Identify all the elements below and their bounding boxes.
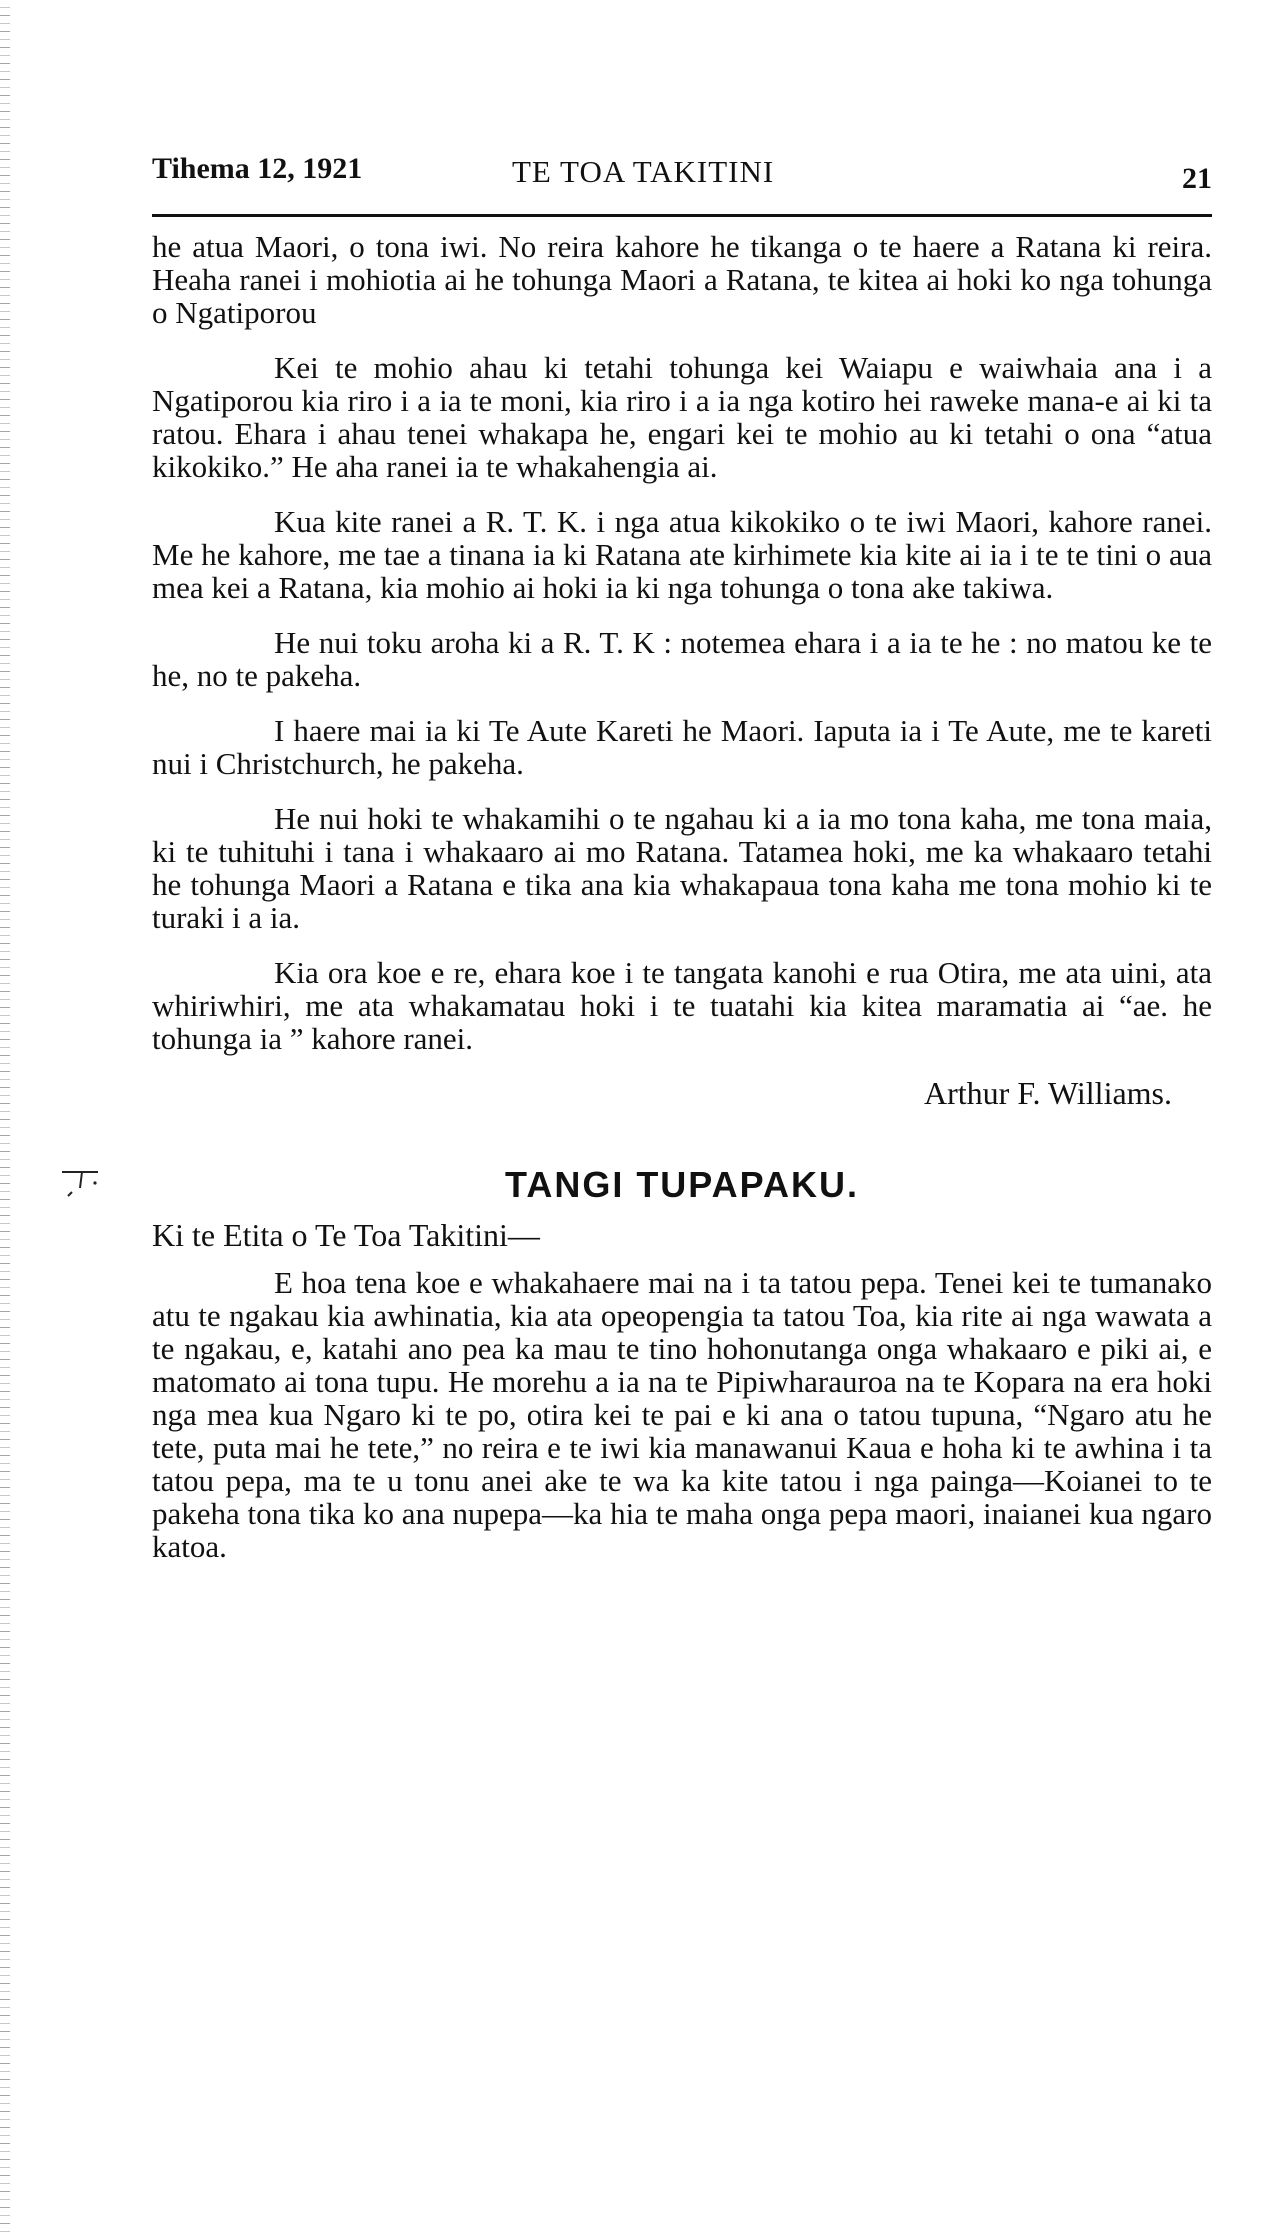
letter-salutation: Ki te Etita o Te Toa Takitini— — [152, 1217, 540, 1253]
publication-title: TE TOA TAKITINI — [512, 154, 775, 189]
margin-mark-icon — [62, 1166, 100, 1200]
paragraph: He nui hoki te whakamihi o te ngahau ki a ia mo tona kaha, me tona maia, ki te tuhituhi i tana i whakaaro ai mo Ratana. Tatamea hoki, me ka whakaaro tetahi he tohunga Maori a Ratana e tika ana kia whakapaua tona kaha me tona mohio ki te turaki i a ia. — [152, 801, 1212, 935]
paragraph: I haere mai ia ki Te Aute Kareti he Maori. Iaputa ia i Te Aute, me te kareti nui i Christchurch, he pakeha. — [152, 713, 1212, 781]
article-body — [152, 220, 1212, 1585]
running-head — [152, 148, 1212, 195]
paragraph: Kia ora koe e re, ehara koe i te tangata kanohi e rua Otira, me ata uini, ata whiriwhiri, me ata whakamatau hoki i te tuatahi kia kitea maramatia ai “ae. he tohunga ia ” kahore ranei. — [152, 955, 1212, 1056]
letter-signature: Arthur F. Williams. — [924, 1075, 1172, 1111]
scan-edge — [0, 0, 10, 2237]
paragraph: Kei te mohio ahau ki tetahi tohunga kei Waiapu e waiwhaia ana i a Ngatiporou kia riro i a ia te moni, kia riro i a ia nga kotiro hei raweke mana-e ai ki ta ratou. Ehara i ahau tenei whakapa he, engari kei te mohio au ki tetahi o ona “atua kikokiko.” He aha ranei ia te whakahengia ai. — [152, 350, 1212, 484]
header-rule — [152, 214, 1212, 217]
paragraph: Kua kite ranei a R. T. K. i nga atua kikokiko o te iwi Maori, kahore ranei. Me he kahore, me tae a tinana ia ki Ratana ate kirhimete kia kite ai ia i te te tini o aua mea kei a Ratana, kia mohio ai hoki ia ki nga tohunga o tona ake takiwa. — [152, 504, 1212, 605]
issue-date: Tihema 12, 1921 — [152, 152, 363, 185]
paragraph: He nui toku aroha ki a R. T. K : notemea ehara i a ia te he : no matou ke te he, no te pakeha. — [152, 625, 1212, 693]
paragraph: E hoa tena koe e whakahaere mai na i ta tatou pepa. Tenei kei te tumanako atu te ngakau kia awhinatia, kia ata opeopengia ta tatou Toa, kia rite ai nga wawata a te ngakau, e, katahi ano pea ka mau te tino hohonutanga onga whakaaro e piki ai, e matomato ai tona tupu. He morehu a ia na te Pipiwharauroa na te Kopara na era hoki nga mea kua Ngaro ki te po, otira kei te pai e ki ana o tatou tupuna, “Ngaro atu he tete, puta mai he tete,” no reira e te iwi kia manawanui Kaua e hoha ki te awhina i ta tatou pepa, ma te u tonu anei ake te wa ka kite tatou i nga painga—Koianei to te pakeha tona tika ko ana nupepa—ka hia te maha onga pepa maori, inaianei kua ngaro katoa. — [152, 1265, 1212, 1564]
section-title: TANGI TUPAPAKU. — [505, 1164, 859, 1205]
paragraph: he atua Maori, o tona iwi. No reira kahore he tikanga o te haere a Ratana ki reira. Heaha ranei i mohiotia ai he tohunga Maori a Ratana, te kitea ai hoki ko nga tohunga o Ngatiporou — [152, 229, 1212, 330]
page-number: 21 — [1182, 162, 1212, 195]
